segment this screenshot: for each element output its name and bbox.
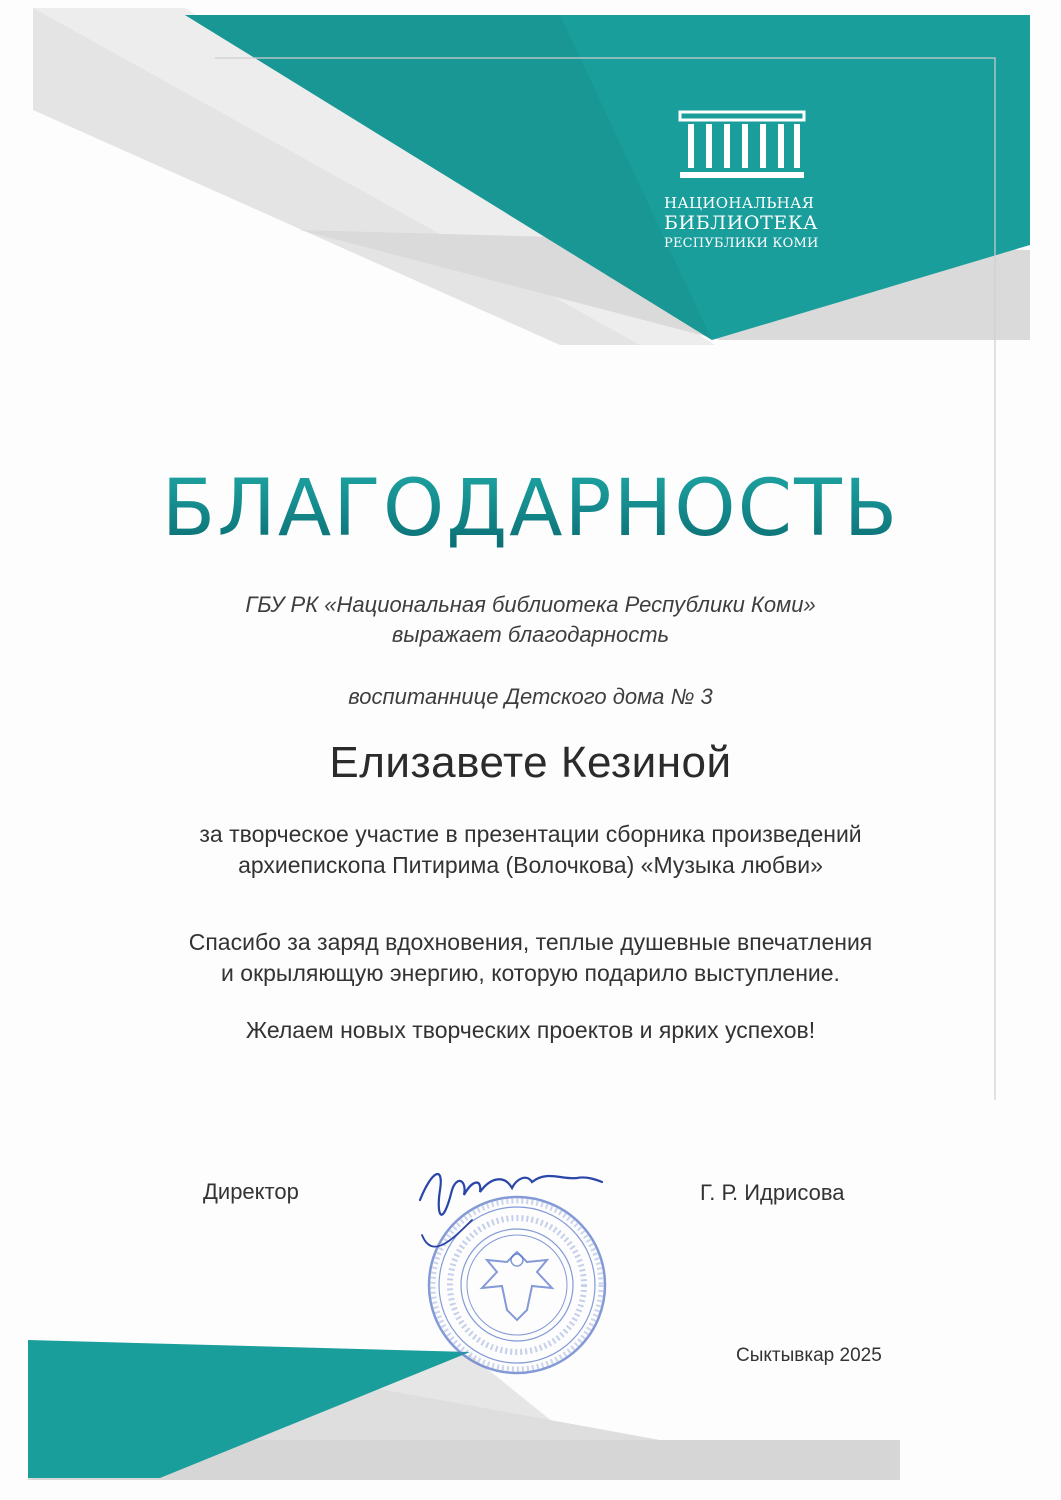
director-name: Г. Р. Идрисова — [700, 1180, 845, 1205]
thanks-line-1: Спасибо за заряд вдохновения, теплые душевные впечатления — [188, 929, 873, 955]
library-logo — [664, 110, 834, 250]
logo-line-republic: РЕСПУБЛИКИ КОМИ — [664, 236, 819, 251]
organization-name: ГБУ РК «Национальная библиотека Республики Коми» — [245, 592, 816, 617]
expresses-gratitude: выражает благодарность — [391, 622, 670, 647]
recipient-name: Елизавете Кезиной — [329, 738, 732, 787]
thanks-line-2: и окрыляющую энергию, которую подарило выступление. — [221, 960, 840, 986]
city-year: Сыктывкар 2025 — [736, 1345, 882, 1366]
director-title: Директор — [203, 1179, 299, 1204]
logo-line-library: БИБЛИОТЕКА — [664, 212, 819, 234]
logo-line-national: НАЦИОНАЛЬНАЯ — [664, 194, 815, 212]
library-building-icon — [676, 110, 808, 184]
certificate-title: БЛАГОДАРНОСТЬ — [0, 470, 1061, 548]
recipient-prefix: воспитаннице Детского дома № 3 — [348, 684, 713, 709]
reason-line-2: архиепископа Питирима (Волочкова) «Музыка любви» — [238, 852, 823, 878]
wish-text: Желаем новых творческих проектов и ярких успехов! — [245, 1017, 816, 1043]
official-stamp-icon — [412, 1160, 612, 1380]
reason-line-1: за творческое участие в презентации сборника произведений — [199, 821, 862, 847]
